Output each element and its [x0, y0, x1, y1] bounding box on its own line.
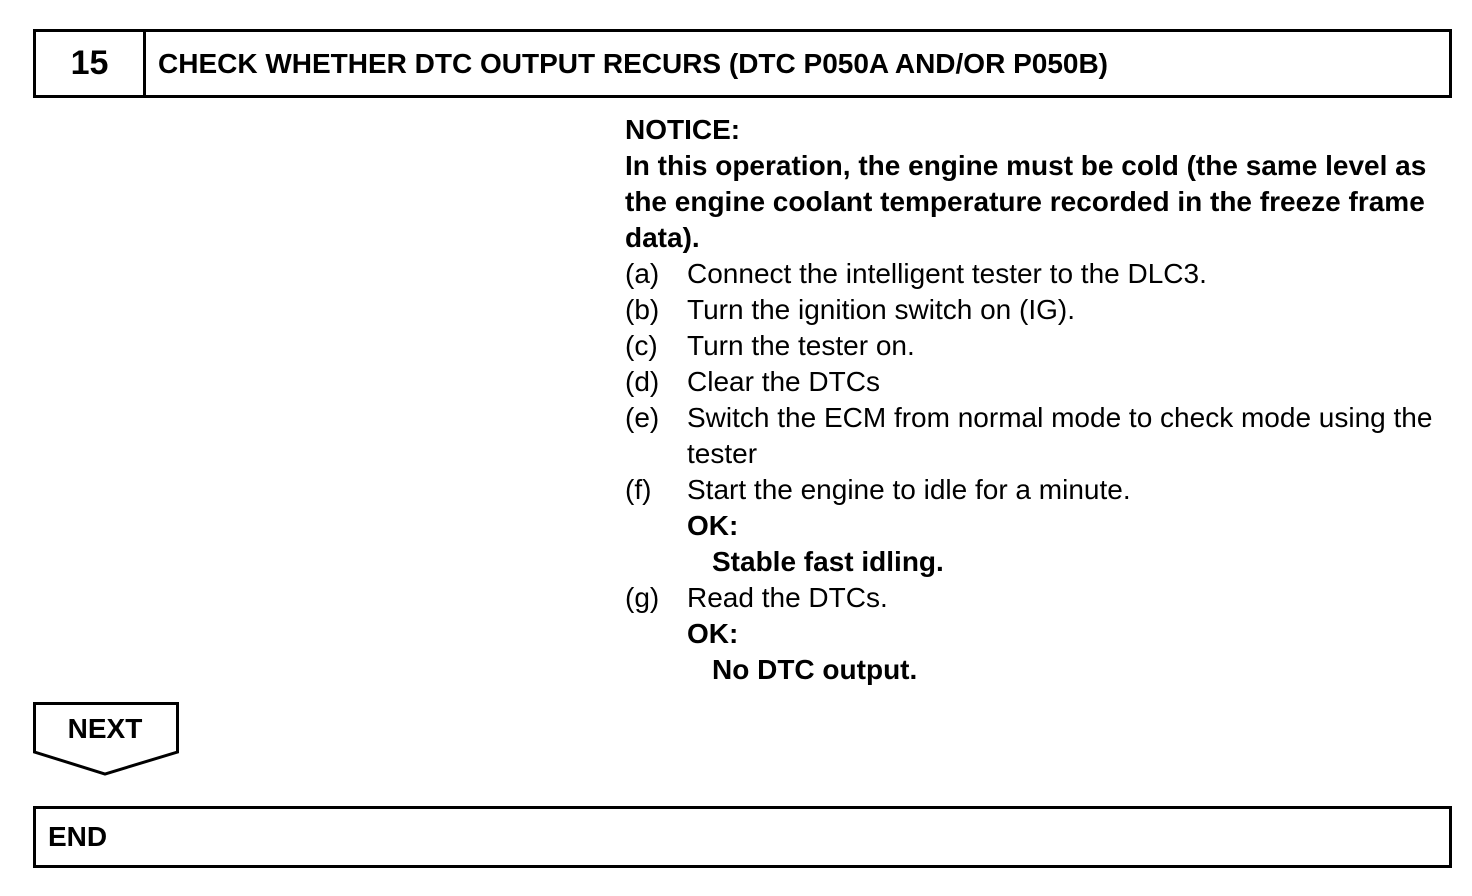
step-letter: (d)	[625, 366, 660, 397]
notice-text: In this operation, the engine must be cold (the same level as the engine coolant temperature recorded in the freeze frame data).	[625, 150, 1427, 253]
step-text: Start the engine to idle for a minute.	[687, 474, 1131, 505]
step-title: CHECK WHETHER DTC OUTPUT RECURS (DTC P050A AND/OR P050B)	[158, 47, 1109, 79]
ok-label: OK:	[687, 510, 739, 541]
ok-value: No DTC output.	[712, 654, 918, 685]
step-item-g	[625, 580, 1455, 616]
step-letter: (g)	[625, 582, 660, 613]
procedure-content	[625, 112, 1455, 688]
step-number: 15	[36, 32, 146, 95]
step-text: Switch the ECM from normal mode to check mode using the tester	[687, 402, 1433, 469]
step-item-c	[625, 328, 1455, 364]
end-box: END	[33, 806, 1452, 868]
notice-label: NOTICE:	[625, 114, 741, 145]
step-letter: (e)	[625, 402, 660, 433]
step-text: Connect the intelligent tester to the DLC3.	[687, 258, 1207, 289]
step-item-b	[625, 292, 1455, 328]
step-letter: (a)	[625, 258, 660, 289]
step-letter: (f)	[625, 474, 652, 505]
ok-value: Stable fast idling.	[712, 546, 944, 577]
next-button-label: NEXT	[67, 713, 143, 744]
step-text: Turn the ignition switch on (IG).	[687, 294, 1076, 325]
step-text: Clear the DTCs	[687, 366, 880, 397]
step-text: Read the DTCs.	[687, 582, 888, 613]
step-item-e	[625, 400, 1455, 472]
step-header	[33, 29, 1452, 98]
step-item-d	[625, 364, 1455, 400]
step-item-a	[625, 256, 1455, 292]
step-text: Turn the tester on.	[687, 330, 915, 361]
step-letter: (b)	[625, 294, 660, 325]
next-button[interactable]	[33, 702, 179, 778]
ok-label: OK:	[687, 618, 739, 649]
step-item-f	[625, 472, 1455, 508]
step-letter: (c)	[625, 330, 658, 361]
